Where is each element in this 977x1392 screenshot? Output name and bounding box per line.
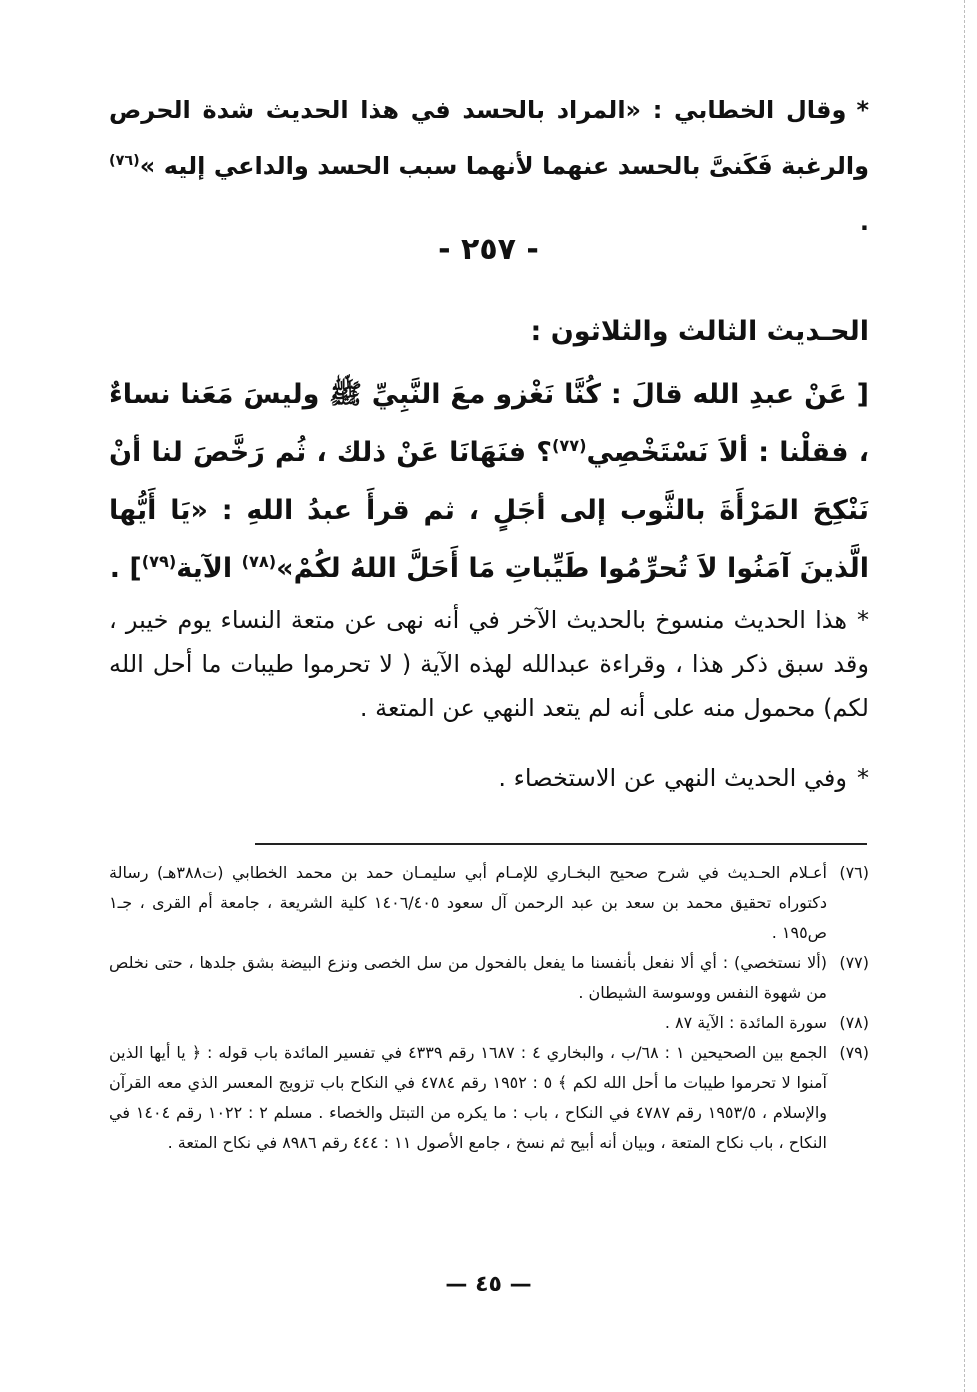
bullet-star: * — [857, 764, 869, 792]
note-text: هذا الحديث منسوخ بالحديث الآخر في أنه نهى عن متعة النساء يوم خيبر ، وقد سبق ذكر هذا ، وقراءة عبدالله لهذه الآية ( لا تحرموا طيبات ما أحل الله لكم) محمول منه على أنه لم يتعد النهي عن المتعة . — [109, 606, 869, 722]
footnote-76 — [109, 858, 869, 948]
commentary-note-2 — [109, 756, 869, 800]
hadith-text — [109, 366, 869, 598]
footnote-78 — [109, 1008, 869, 1038]
intro-paragraph — [109, 82, 869, 250]
hadith-end: ] . — [109, 553, 142, 584]
footnote-number: (٧٦) — [839, 863, 869, 882]
footnote-number: (٧٨) — [839, 1013, 869, 1032]
hadith-part-2: ؟ فنَهَانَا عَنْ ذلك ، ثُم رَخَّصَ لنا أنْ نَنْكِحَ المَرْأَةَ بالثَّوب إلى أجَلٍ ، ثم قرأَ عبدُ اللهِ : «يَا أَيُّها الَّذينَ آمَنُوا لاَ تُحرِّمُوا طَيِّباتِ مَا أَحَلَّ اللهُ لكُمْ» — [109, 437, 869, 584]
footnote-text: أعـلام الحـديث في شرح صحيح البخـاري للإمـام أبي سليمـان حمد بن محمد الخطابي (ت٣٨٨هـ) رسالة دكتوراه تحقيق محمد بن سعد بن عبد الرحمن آل سعود ١٤٠٦/٤٠٥ كلية الشريعة ، جامعة أم القرى ، جـ١ ص١٩٥ . — [109, 863, 827, 942]
bullet-star: * — [857, 606, 869, 634]
page-edge-line — [964, 0, 965, 1392]
footnote-ref-79[interactable]: (٧٩) — [141, 552, 177, 571]
footnote-77 — [109, 948, 869, 1008]
footnote-number: (٧٩) — [839, 1043, 869, 1062]
footnotes — [109, 858, 869, 1158]
note-text: وفي الحديث النهي عن الاستخصاء . — [498, 764, 847, 792]
footnote-ref-76[interactable]: (٧٦) — [109, 153, 140, 169]
footnote-text: (ألا نستخصي) : أي ألا نفعل بأنفسنا ما يفعل بالفحول من سل الخصى ونزع البيضة بشق جلدها ، حتى نخلص من شهوة النفس ووسوسة الشيطان . — [109, 953, 827, 1002]
hadith-heading: الحـديث الثالث والثلاثون : — [530, 316, 869, 347]
hadith-part-1: [ عَنْ عبدِ الله قالَ : كُنَّا نَغْزو معَ النَّبِيِّ ﷺ وليسَ مَعَنا نساءٌ ، فقلْنا : ألاَ نَسْتَخْصِي — [109, 379, 869, 468]
bullet-star: * — [856, 96, 869, 124]
footnote-text: سورة المائدة : الآية ٨٧ . — [664, 1013, 827, 1032]
footnote-number: (٧٧) — [839, 953, 869, 972]
footnote-ref-78[interactable]: (٧٨) — [241, 552, 277, 571]
footnote-79 — [109, 1038, 869, 1158]
hadith-part-3: الآية — [176, 553, 242, 584]
footnote-divider — [255, 843, 867, 845]
intro-text: وقال الخطابي : «المراد بالحسد في هذا الحديث شدة الحرص والرغبة فَكَنىَّ بالحسد عنهما لأنهما سبب الحسد والداعي إليه » — [109, 96, 869, 180]
footnote-text: الجمع بين الصحيحين ١ : ٦٨/ب ، والبخاري ٤ : ١٦٨٧ رقم ٤٣٣٩ في تفسير المائدة باب قوله : ﴿ يا أيها الذين آمنوا لا تحرموا طيبات ما أحل الله لكم ﴾ ٥ : ١٩٥٢ رقم ٤٧٨٤ في النكاح باب تزويج المعسر الذي معه القرآن والإسلام ، ١٩٥٣/٥ رقم ٤٧٨٧ في النكاح ، باب : ما يكره من التبتل والخصاء . مسلم ٢ : ١٠٢٢ رقم ١٤٠٤ في النكاح ، باب نكاح المتعة ، وبيان أنه أبيح ثم نسخ ، جامع الأصول ١١ : ٤٤٤ رقم ٨٩٨٦ في نكاح المتعة . — [109, 1043, 828, 1152]
intro-end: . — [859, 208, 869, 236]
page-number: — ٤٥ — — [445, 1272, 532, 1297]
footnote-ref-77[interactable]: (٧٧) — [551, 436, 587, 455]
section-number: - ٢٥٧ - — [438, 232, 539, 267]
commentary-note-1 — [109, 598, 869, 730]
